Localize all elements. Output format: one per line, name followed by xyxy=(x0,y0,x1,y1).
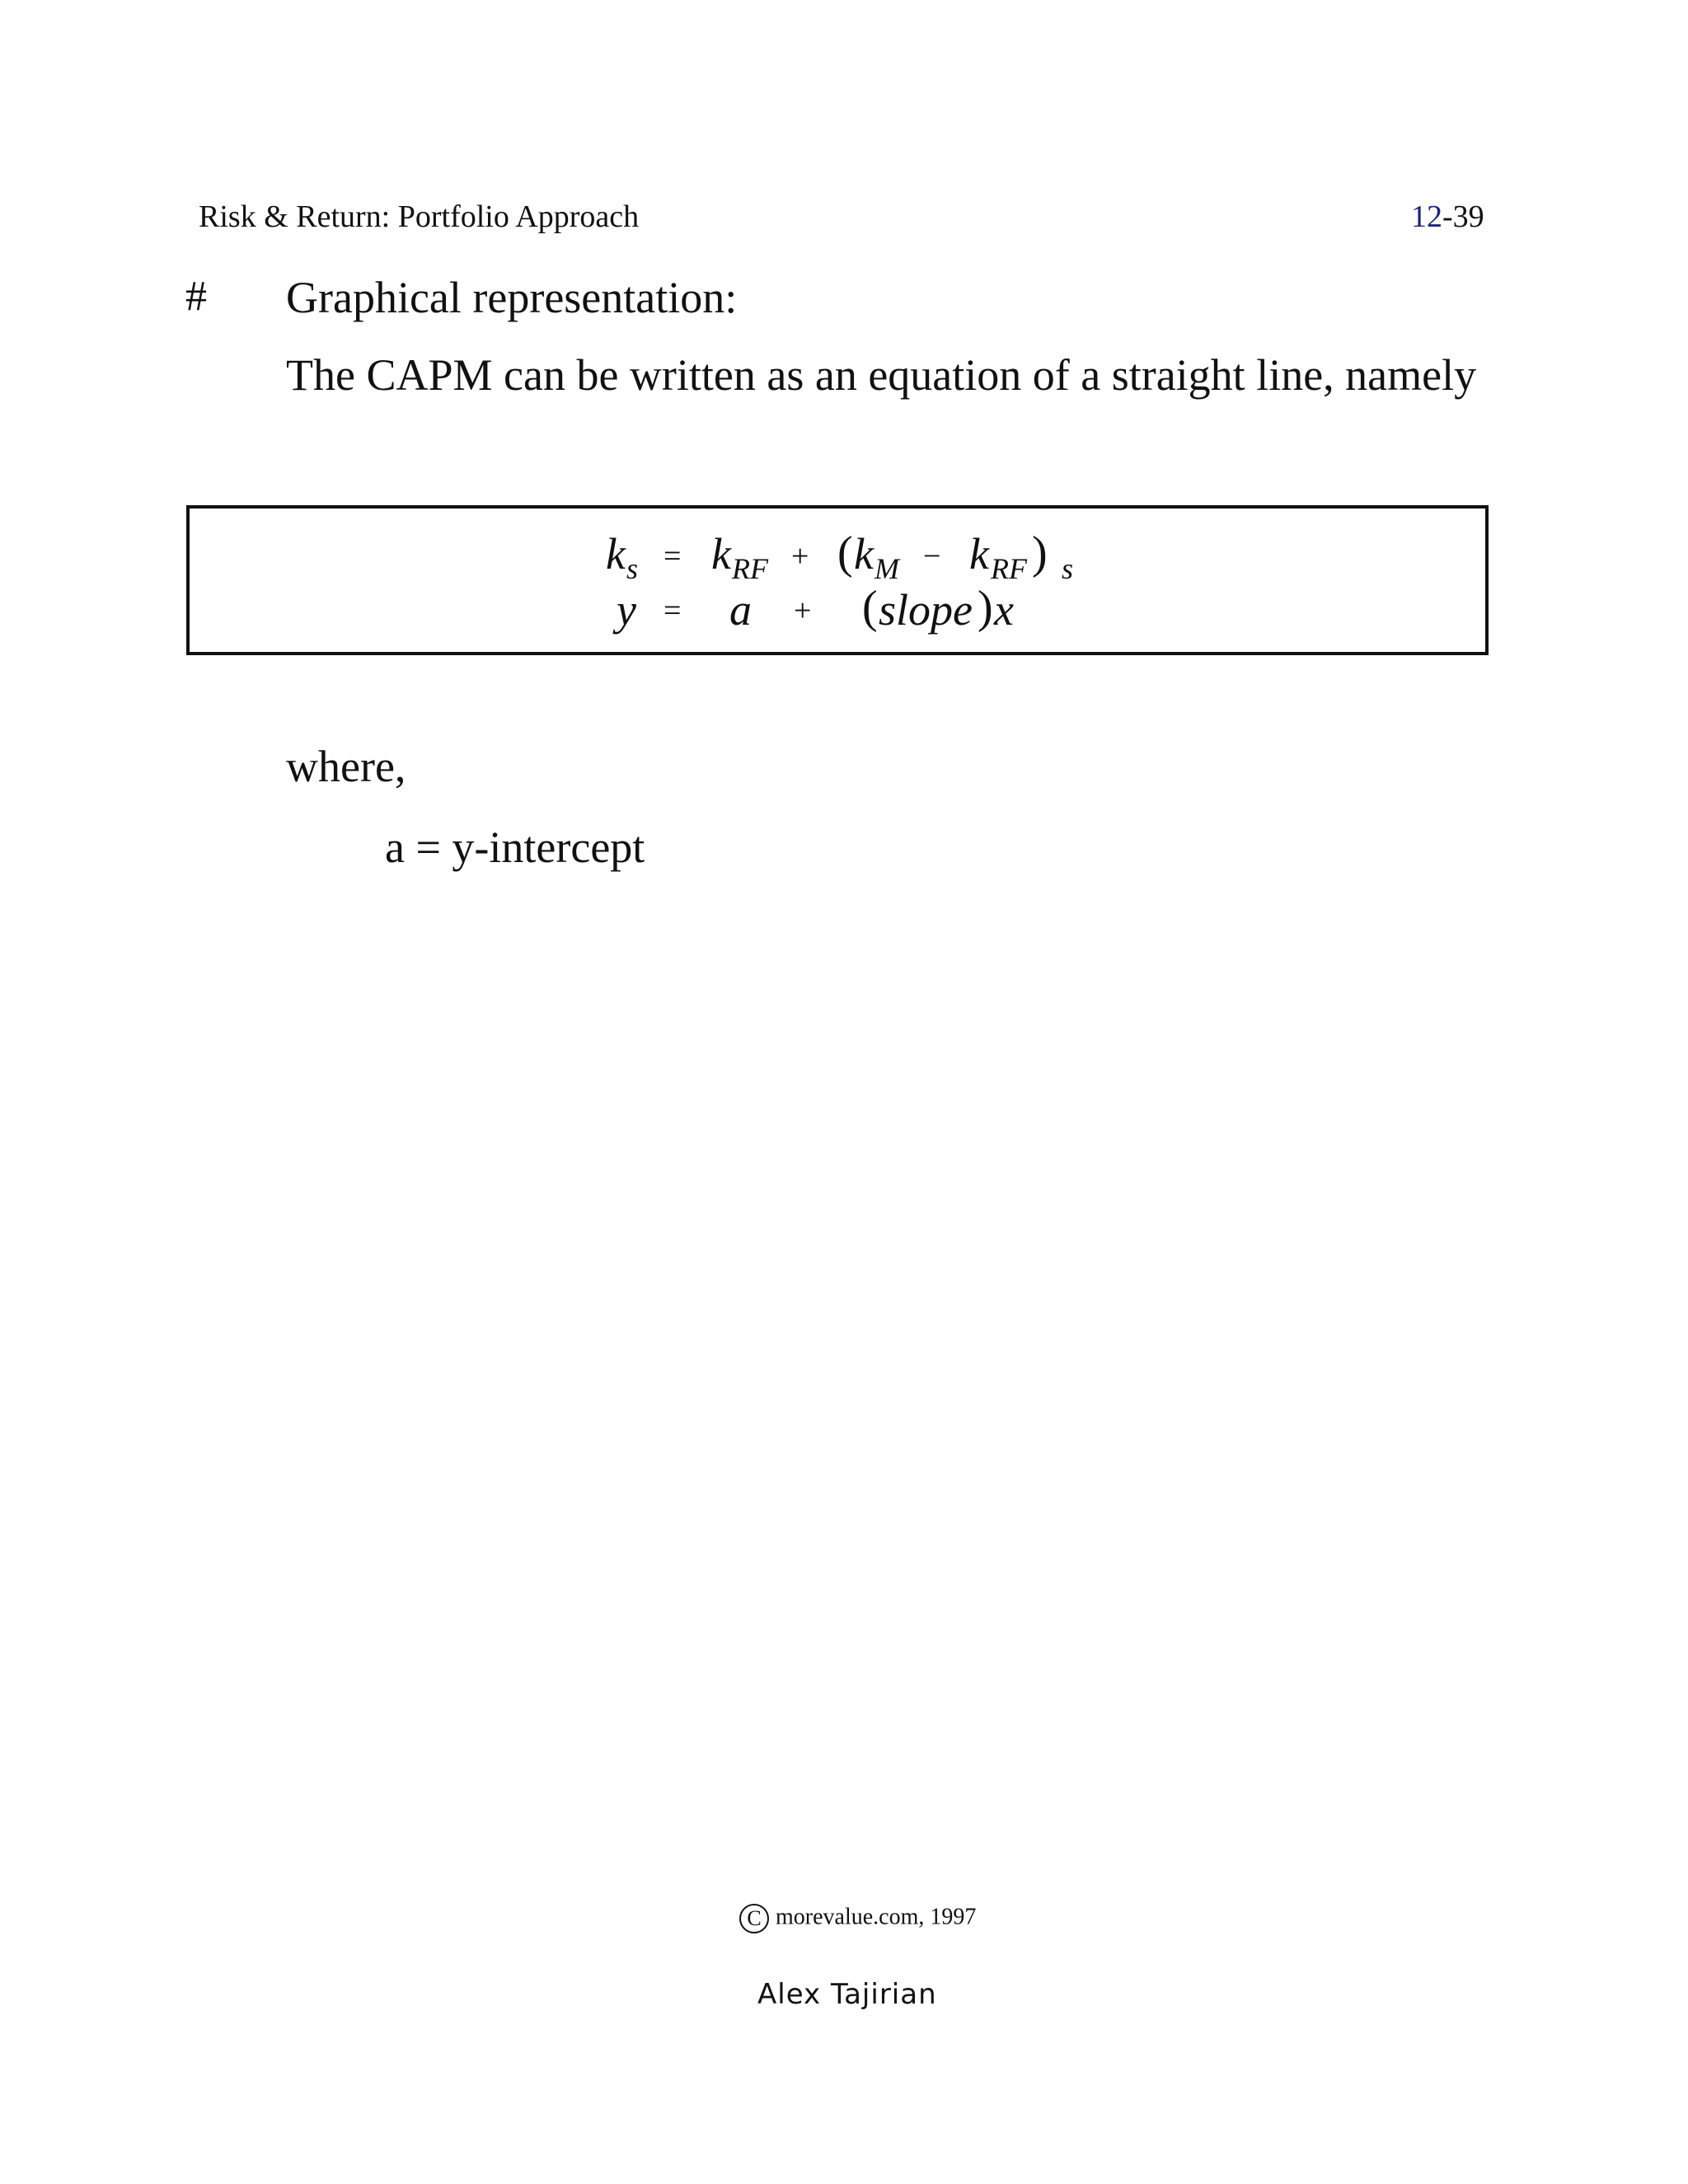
bullet-marker: # xyxy=(185,273,207,320)
formula-slope: slope xyxy=(879,585,973,635)
formula-km-subscript: M xyxy=(874,552,899,585)
formula-ks: k xyxy=(606,529,626,579)
formula-krf-subscript: RF xyxy=(732,552,768,585)
formula-a: a xyxy=(729,585,752,635)
page-chapter-number: 12 xyxy=(1411,199,1442,234)
formula-minus: − xyxy=(923,539,941,574)
formula-trailing-s: s xyxy=(1062,552,1074,585)
definition-item: a = y-intercept xyxy=(385,823,645,872)
formula-plus-1: + xyxy=(791,539,809,574)
copyright-icon: C xyxy=(739,1904,769,1933)
formula-krf-2-subscript: RF xyxy=(991,552,1027,585)
formula-equals-1: = xyxy=(663,539,682,574)
formula-ks-subscript: s xyxy=(626,552,639,585)
page-sub-number: -39 xyxy=(1442,199,1484,234)
section-heading: Graphical representation: xyxy=(286,273,738,322)
running-header-title: Risk & Return: Portfolio Approach xyxy=(199,199,640,234)
copyright-notice xyxy=(739,1904,976,1933)
formula-left-paren-1: ( xyxy=(837,527,853,579)
copyright-text: morevalue.com, 1997 xyxy=(776,1904,977,1930)
formula-krf-2: k xyxy=(969,529,989,579)
formula-right-paren-2: ) xyxy=(978,582,993,633)
formula-x: x xyxy=(994,585,1014,635)
formula-y: y xyxy=(617,585,636,635)
formula-equals-2: = xyxy=(663,593,682,628)
where-label: where, xyxy=(286,742,406,791)
formula-krf: k xyxy=(711,529,731,579)
formula-right-paren-1: ) xyxy=(1032,527,1048,579)
page-number xyxy=(1411,199,1484,235)
formula-plus-2: + xyxy=(794,593,812,628)
intro-paragraph: The CAPM can be written as an equation of a straight line, namely xyxy=(286,350,1477,400)
formula-left-paren-2: ( xyxy=(862,582,878,633)
formula-box xyxy=(186,505,1489,655)
author-name: Alex Tajirian xyxy=(757,1978,937,2011)
formula-km: k xyxy=(854,529,874,579)
